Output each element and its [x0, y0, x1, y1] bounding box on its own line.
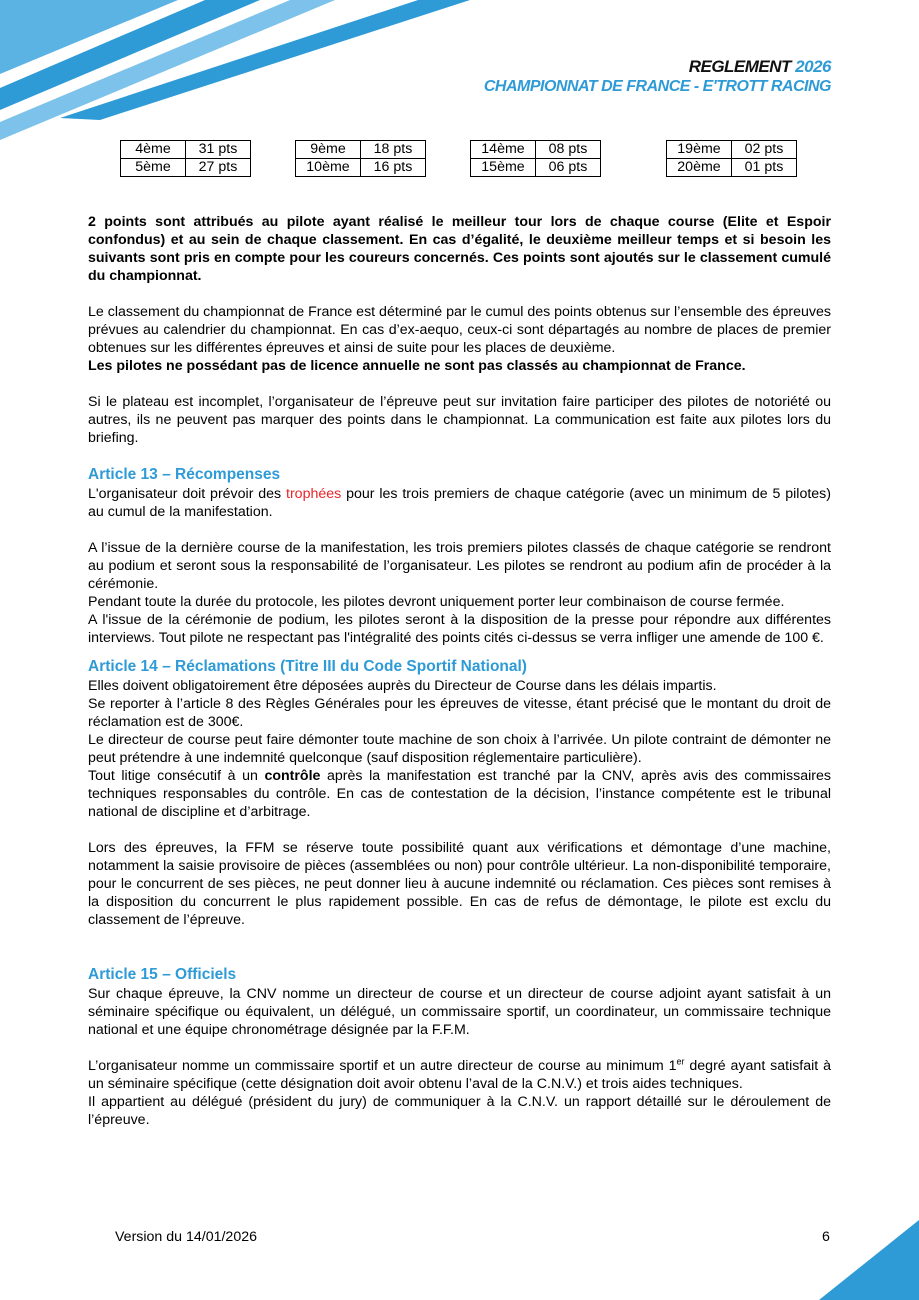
table-cell: 15ème	[471, 159, 536, 177]
table-row	[471, 141, 601, 159]
page-number: 6	[822, 1229, 830, 1245]
points-table	[470, 140, 601, 177]
table-cell: 18 pts	[361, 141, 426, 159]
table-cell: 02 pts	[732, 141, 797, 159]
article-14-paragraph: Le directeur de course peut faire démonter toute machine de son choix à l’arrivée. Un pilote contraint de démonter ne peut prétendre à une indemnité quelconque (sauf disposition réglementaire particulière).	[88, 732, 831, 766]
table-cell: 5ème	[121, 159, 186, 177]
text-run: L’organisateur nomme un commissaire sportif et un autre directeur de course au minimum 1	[88, 1058, 677, 1074]
article-13-paragraph: A l’issue de la dernière course de la manifestation, les trois premiers pilotes classés de chaque catégorie se rendront au podium et seront sous la responsabilité de l’organisateur. Les pilotes se rendront au podium afin de procéder à la cérémonie.	[88, 540, 831, 592]
article-15-heading: Article 15 – Officiels	[88, 966, 237, 983]
table-cell: 06 pts	[536, 159, 601, 177]
header-subtitle: CHAMPIONNAT DE FRANCE - E'TROTT RACING	[483, 78, 831, 95]
table-cell: 01 pts	[732, 159, 797, 177]
text-run: L'organisateur doit prévoir des	[88, 486, 287, 502]
article-15-paragraph	[88, 1057, 831, 1093]
article-13-paragraph	[88, 485, 831, 521]
superscript: er	[676, 1056, 685, 1067]
table-cell: 20ème	[667, 159, 732, 177]
header-title: REGLEMENT	[688, 57, 791, 76]
text-run: pour les trois premiers de chaque catégorie (avec un minimum de 5 pilotes) au cumul de la manifestation.	[88, 486, 831, 520]
table-row	[667, 141, 797, 159]
table-cell: 10ème	[296, 159, 361, 177]
table-row	[296, 141, 426, 159]
table-row	[667, 159, 797, 177]
footer-triangle-decoration	[819, 1220, 919, 1300]
licence-paragraph: Les pilotes ne possédant pas de licence annuelle ne sont pas classés au championnat de France.	[88, 358, 746, 374]
points-table	[666, 140, 797, 177]
table-cell: 08 pts	[536, 141, 601, 159]
article-14-paragraph: Elles doivent obligatoirement être déposées auprès du Directeur de Course dans les délais impartis.	[88, 678, 717, 694]
table-cell: 4ème	[121, 141, 186, 159]
article-14-paragraph	[88, 767, 831, 821]
header-year: 2026	[795, 57, 831, 76]
article-14-heading: Article 14 – Réclamations (Titre III du Code Sportif National)	[88, 658, 527, 675]
text-run: Tout litige consécutif à un	[88, 768, 265, 784]
trophies-highlight: trophées	[286, 486, 342, 502]
ranking-paragraph: Le classement du championnat de France est déterminé par le cumul des points obtenus sur l’ensemble des épreuves prévues au calendrier du championnat. En cas d’ex-aequo, ceux-ci sont départagés au nombre de places de premier obtenues sur les différentes épreuves et ainsi de suite pour les places de deuxième.	[88, 304, 831, 356]
table-row	[121, 159, 251, 177]
table-cell: 19ème	[667, 141, 732, 159]
table-cell: 14ème	[471, 141, 536, 159]
table-row	[121, 141, 251, 159]
text-run: après la manifestation est tranché par la CNV, après avis des commissaires techniques responsables du contrôle. En cas de contestation de la décision, l’instance compétente est le tribunal national de discipline et d’arbitrage.	[88, 768, 831, 820]
document-body	[88, 213, 831, 1129]
article-13-heading: Article 13 – Récompenses	[88, 466, 281, 483]
table-cell: 9ème	[296, 141, 361, 159]
table-row	[471, 159, 601, 177]
bonus-points-paragraph: 2 points sont attribués au pilote ayant réalisé le meilleur tour lors de chaque course (Elite et Espoir confondus) et au sein de chaque classement. En cas d’égalité, le deuxième meilleur temps et si besoin les suivants sont pris en compte pour les coureurs concernés. Ces points sont ajoutés sur le classement cumulé du championnat.	[88, 214, 831, 284]
points-table	[295, 140, 426, 177]
article-13-paragraph: Pendant toute la durée du protocole, les pilotes devront uniquement porter leur combinaison de course fermée.	[88, 594, 785, 610]
table-cell: 27 pts	[186, 159, 251, 177]
article-15-paragraph: Il appartient au délégué (président du jury) de communiquer à la C.N.V. un rapport détaillé sur le déroulement de l’épreuve.	[88, 1094, 831, 1128]
points-table	[120, 140, 251, 177]
footer-version: Version du 14/01/2026	[115, 1229, 257, 1245]
document-header	[484, 56, 831, 97]
article-14-paragraph: Lors des épreuves, la FFM se réserve toute possibilité quant aux vérifications et démontage d’une machine, notamment la saisie provisoire de pièces (assemblées ou non) pour contrôle ultérieur. La non-disponibilité temporaire, pour le concurrent de ses pièces, ne peut donner lieu à aucune indemnité ou réclamation. Ces pièces sont remises à la disposition du concurrent le plus rapidement possible. En cas de refus de démontage, le pilote est exclu du classement de l’épreuve.	[88, 840, 831, 928]
table-row	[296, 159, 426, 177]
table-cell: 31 pts	[186, 141, 251, 159]
article-13-paragraph: A l'issue de la cérémonie de podium, les pilotes seront à la disposition de la presse pour répondre aux différentes interviews. Tout pilote ne respectant pas l'intégralité des points cités ci-dessus se verra infliger une amende de 100 €.	[88, 612, 831, 646]
article-14-paragraph: Se reporter à l’article 8 des Règles Générales pour les épreuves de vitesse, étant précisé que le montant du droit de réclamation est de 300€.	[88, 696, 831, 730]
table-cell: 16 pts	[361, 159, 426, 177]
article-15-paragraph: Sur chaque épreuve, la CNV nomme un directeur de course et un directeur de course adjoint ayant satisfait à un séminaire spécifique ou équivalent, un délégué, un commissaire sportif, un coordinateur, un commissaire technique national et une équipe chronométrage désignée par la F.F.M.	[88, 986, 831, 1038]
header-stripes-decoration	[0, 0, 480, 145]
incomplete-field-paragraph: Si le plateau est incomplet, l’organisateur de l’épreuve peut sur invitation faire participer des pilotes de notoriété ou autres, ils ne peuvent pas marquer des points dans le championnat. La communication est faite aux pilotes lors du briefing.	[88, 394, 831, 446]
bold-term: contrôle	[264, 768, 321, 784]
text-run: degré ayant satisfait à un séminaire spécifique (cette désignation doit avoir obtenu l’aval de la C.N.V.) et trois aides techniques.	[88, 1058, 831, 1092]
